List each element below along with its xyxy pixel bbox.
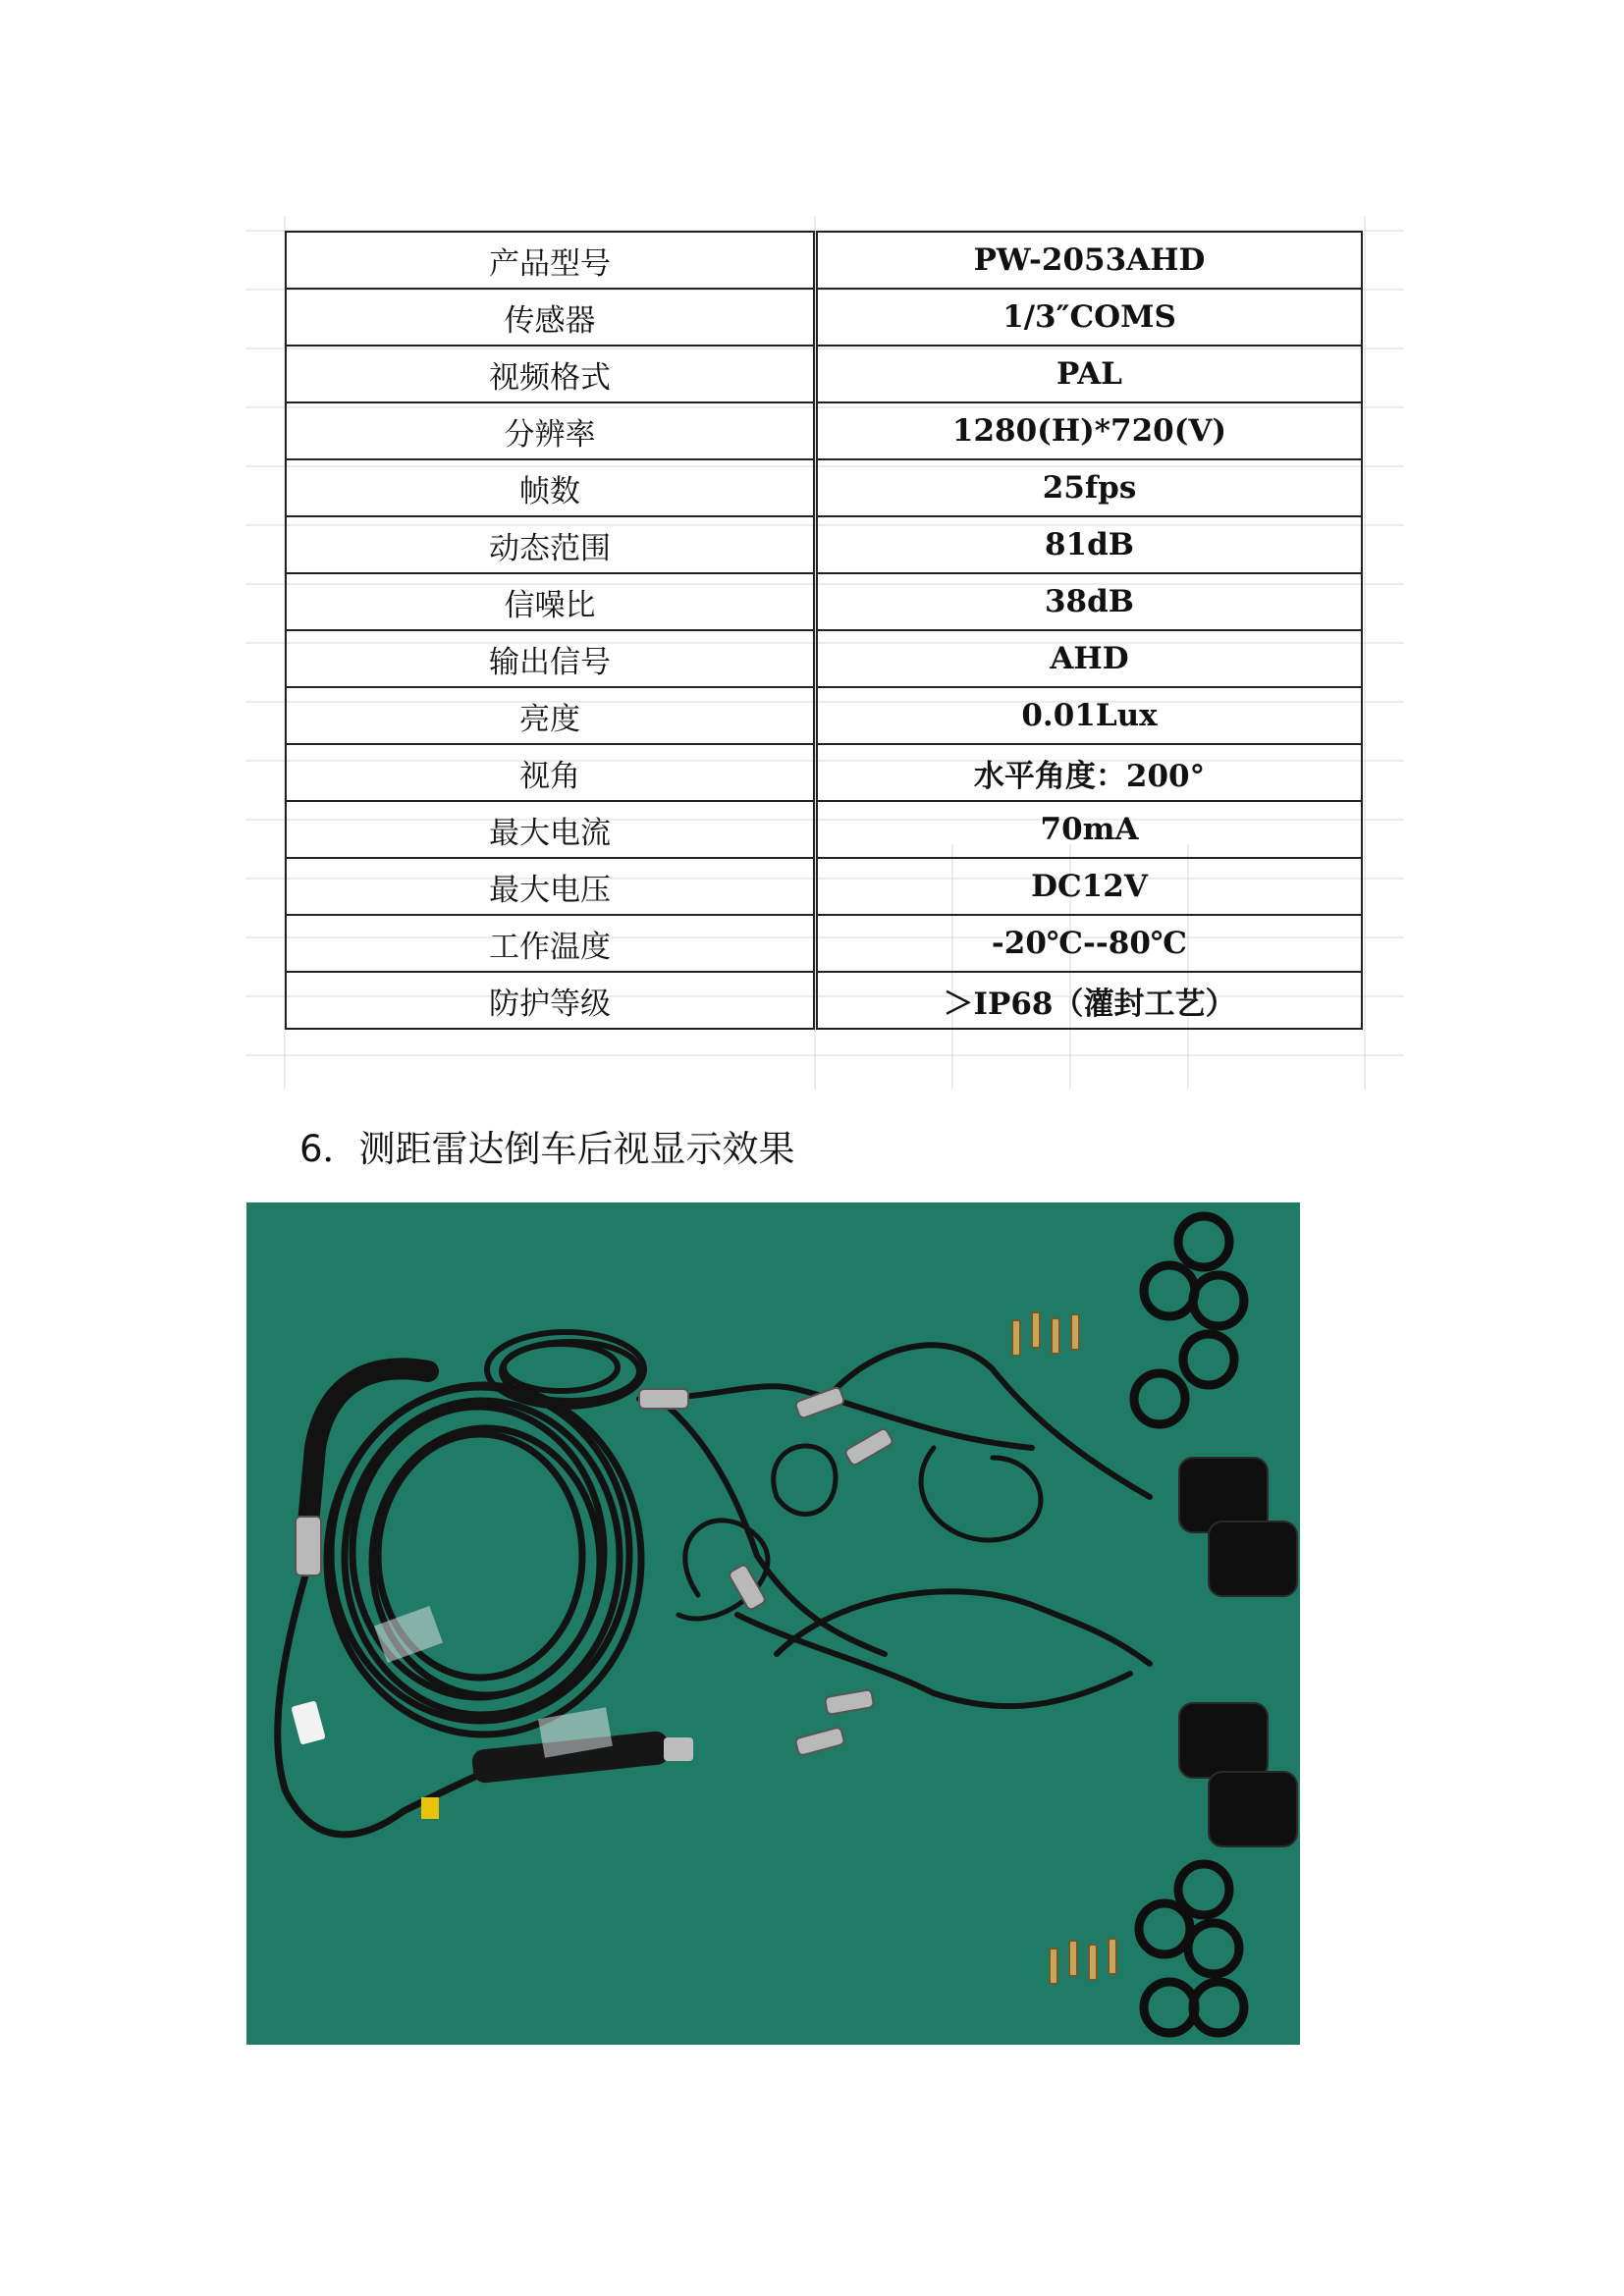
table-row	[286, 289, 1362, 346]
value-cell: AHD	[816, 630, 1363, 687]
table-row	[286, 744, 1362, 801]
table-row	[286, 801, 1362, 858]
table-row	[286, 402, 1362, 459]
product-photo	[246, 1202, 1300, 2045]
param-cell: 输出信号	[286, 630, 816, 687]
section-heading: 6．测距雷达倒车后视显示效果	[299, 1128, 795, 1170]
value-cell: ＞IP68（灌封工艺）	[816, 972, 1363, 1029]
param-cell: 分辨率	[286, 402, 816, 459]
table-row	[286, 573, 1362, 630]
value-cell: DC12V	[816, 858, 1363, 915]
table-row	[286, 516, 1362, 573]
param-cell: 最大电流	[286, 801, 816, 858]
spec-table	[285, 231, 1363, 1030]
value-cell: 1280(H)*720(V)	[816, 402, 1363, 459]
value-cell: 25fps	[816, 459, 1363, 516]
param-cell: 信噪比	[286, 573, 816, 630]
value-cell: -20℃--80℃	[816, 915, 1363, 972]
param-cell: 亮度	[286, 687, 816, 744]
value-cell: 70mA	[816, 801, 1363, 858]
param-cell: 视角	[286, 744, 816, 801]
param-cell: 动态范围	[286, 516, 816, 573]
param-cell: 工作温度	[286, 915, 816, 972]
stick-connector	[664, 1737, 693, 1761]
value-cell: 38dB	[816, 573, 1363, 630]
table-row	[286, 915, 1362, 972]
value-cell: 81dB	[816, 516, 1363, 573]
param-cell: 产品型号	[286, 232, 816, 289]
table-row	[286, 232, 1362, 289]
param-cell: 视频格式	[286, 346, 816, 402]
table-row	[286, 858, 1362, 915]
table-row	[286, 687, 1362, 744]
table-row	[286, 972, 1362, 1029]
param-cell: 帧数	[286, 459, 816, 516]
param-cell: 传感器	[286, 289, 816, 346]
yellow-band	[421, 1797, 439, 1819]
param-cell: 防护等级	[286, 972, 816, 1029]
table-row	[286, 630, 1362, 687]
table-row	[286, 459, 1362, 516]
param-cell: 最大电压	[286, 858, 816, 915]
value-cell: 水平角度：200°	[816, 744, 1363, 801]
table-row	[286, 346, 1362, 402]
value-cell: 0.01Lux	[816, 687, 1363, 744]
value-cell: 1/3″COMS	[816, 289, 1363, 346]
value-cell: PAL	[816, 346, 1363, 402]
value-cell: PW-2053AHD	[816, 232, 1363, 289]
